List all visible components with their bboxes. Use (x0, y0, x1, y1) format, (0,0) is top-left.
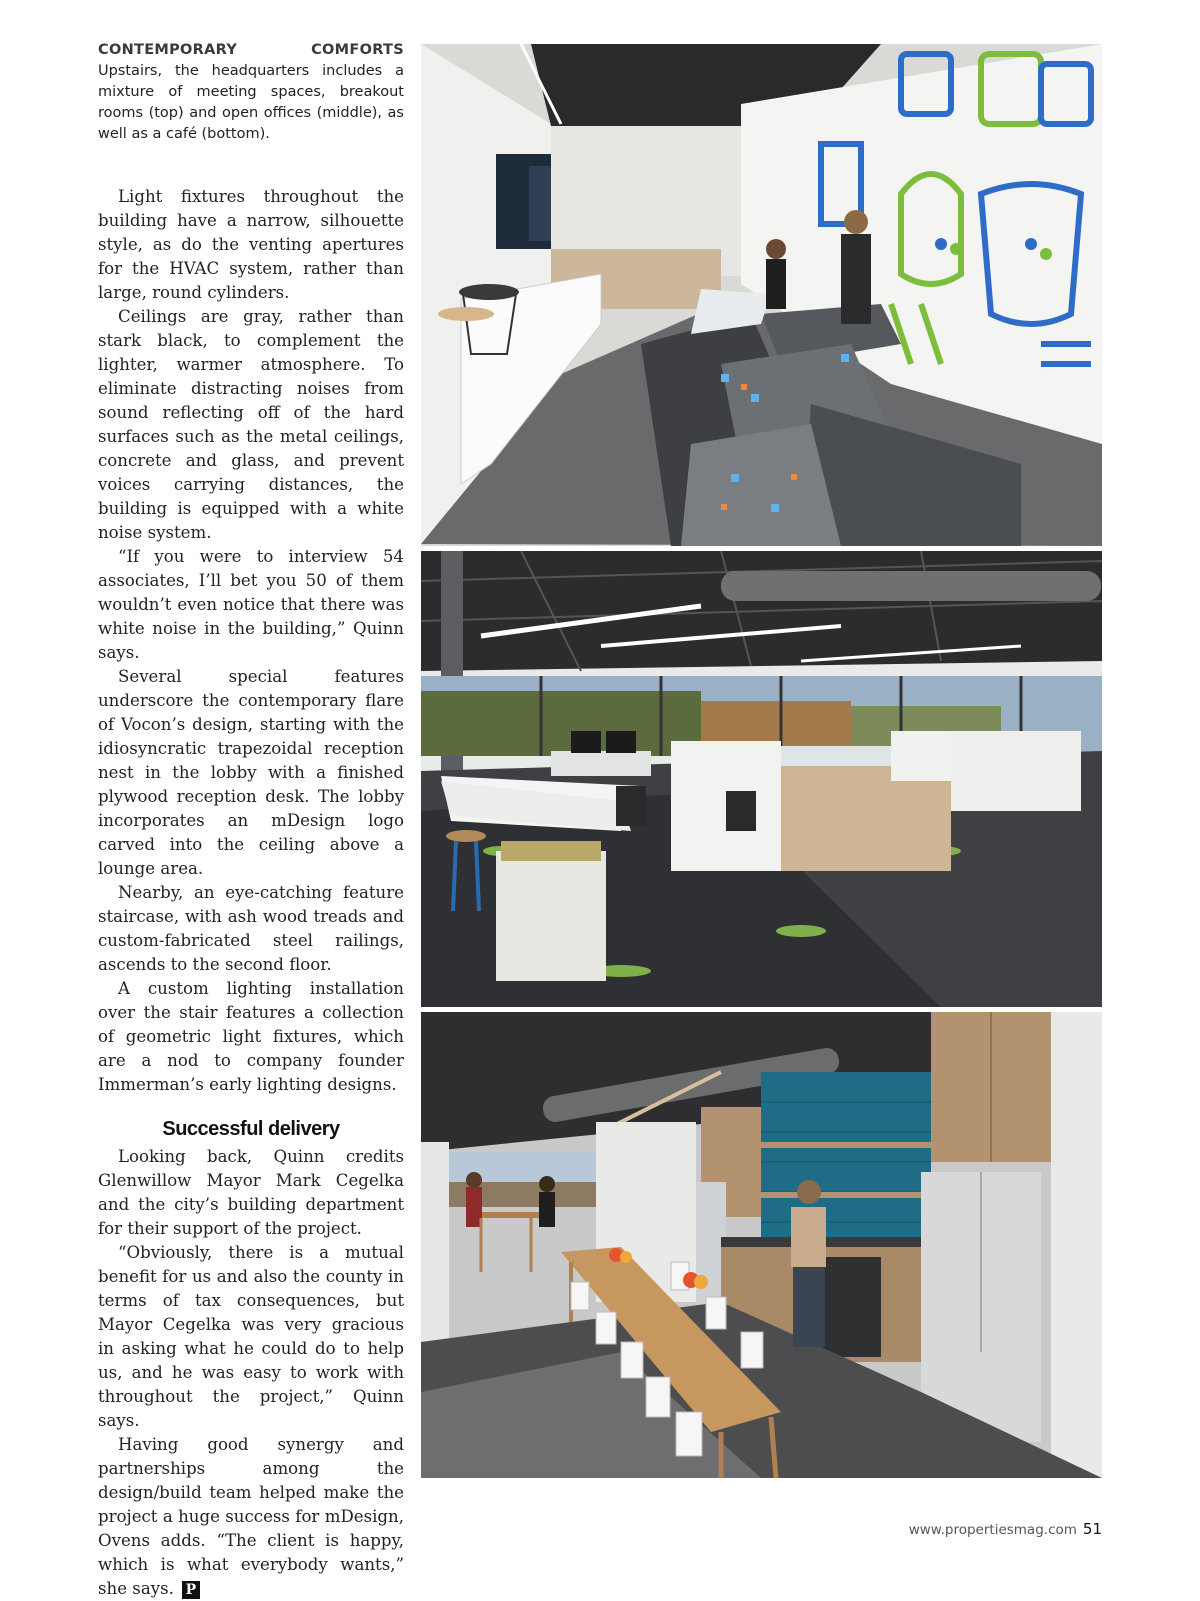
end-mark-icon: P (182, 1581, 200, 1599)
paragraph-text: Having good synergy and partnerships among the design/build team helped make the project a huge success for mDesign, Ovens adds. “The client is happy, which is what everybody wants,” she says. (98, 1435, 404, 1598)
caption-lead: CONTEMPORARY COMFORTS (98, 42, 404, 58)
paragraph: A custom lighting installation over the stair features a collection of geometric light fixtures, which are a nod to company founder Immerman’s early lighting designs. (98, 979, 404, 1094)
section-heading: Successful delivery (162, 1118, 340, 1140)
breakout-room-image (421, 44, 1102, 546)
cafe-photo (421, 1012, 1102, 1478)
paragraph: Nearby, an eye-catching feature staircase, with ash wood treads and custom-fabricated steel railings, ascends to the second floor. (98, 883, 404, 974)
paragraph: “Obviously, there is a mutual benefit for us and also the county in terms of tax consequences, but Mayor Cegelka was very gracious in asking what he could do to help us, and he was easy to work with throughout the project,” Quinn says. (98, 1243, 404, 1430)
page-footer (909, 1520, 1102, 1538)
paragraph (98, 1433, 404, 1601)
text-column (98, 40, 404, 1601)
open-office-image (421, 551, 1102, 1007)
caption-text: Upstairs, the headquarters includes a mixture of meeting spaces, breakout rooms (top) and open offices (middle), as well as a café (bottom). (98, 63, 404, 142)
open-office-photo (421, 551, 1102, 1007)
page-number: 51 (1082, 1520, 1102, 1538)
paragraph: Light fixtures throughout the building have a narrow, silhouette style, as do the venting apertures for the HVAC system, rather than large, round cylinders. (98, 187, 404, 302)
website-url: www.propertiesmag.com (908, 1522, 1077, 1538)
paragraph: Ceilings are gray, rather than stark black, to complement the lighter, warmer atmosphere. To eliminate distracting noises from sound reflecting off of the hard surfaces such as the metal ceilings, concrete and glass, and prevent voices carrying distances, the building is equipped with a white noise system. (98, 307, 404, 542)
article-body (98, 185, 404, 1601)
breakout-room-photo (421, 44, 1102, 546)
paragraph: “If you were to interview 54 associates, I’ll bet you 50 of them wouldn’t even notice that there was white noise in the building,” Quinn says. (98, 547, 404, 662)
paragraph: Several special features underscore the contemporary flare of Vocon’s design, starting with the idiosyncratic trapezoidal reception nest in the lobby with a finished plywood reception desk. The lobby incorporates an mDesign logo carved into the ceiling above a lounge area. (98, 667, 404, 878)
cafe-image (421, 1012, 1102, 1478)
paragraph: Looking back, Quinn credits Glenwillow Mayor Mark Cegelka and the city’s building department for their support of the project. (98, 1147, 404, 1238)
photo-caption (98, 40, 404, 145)
